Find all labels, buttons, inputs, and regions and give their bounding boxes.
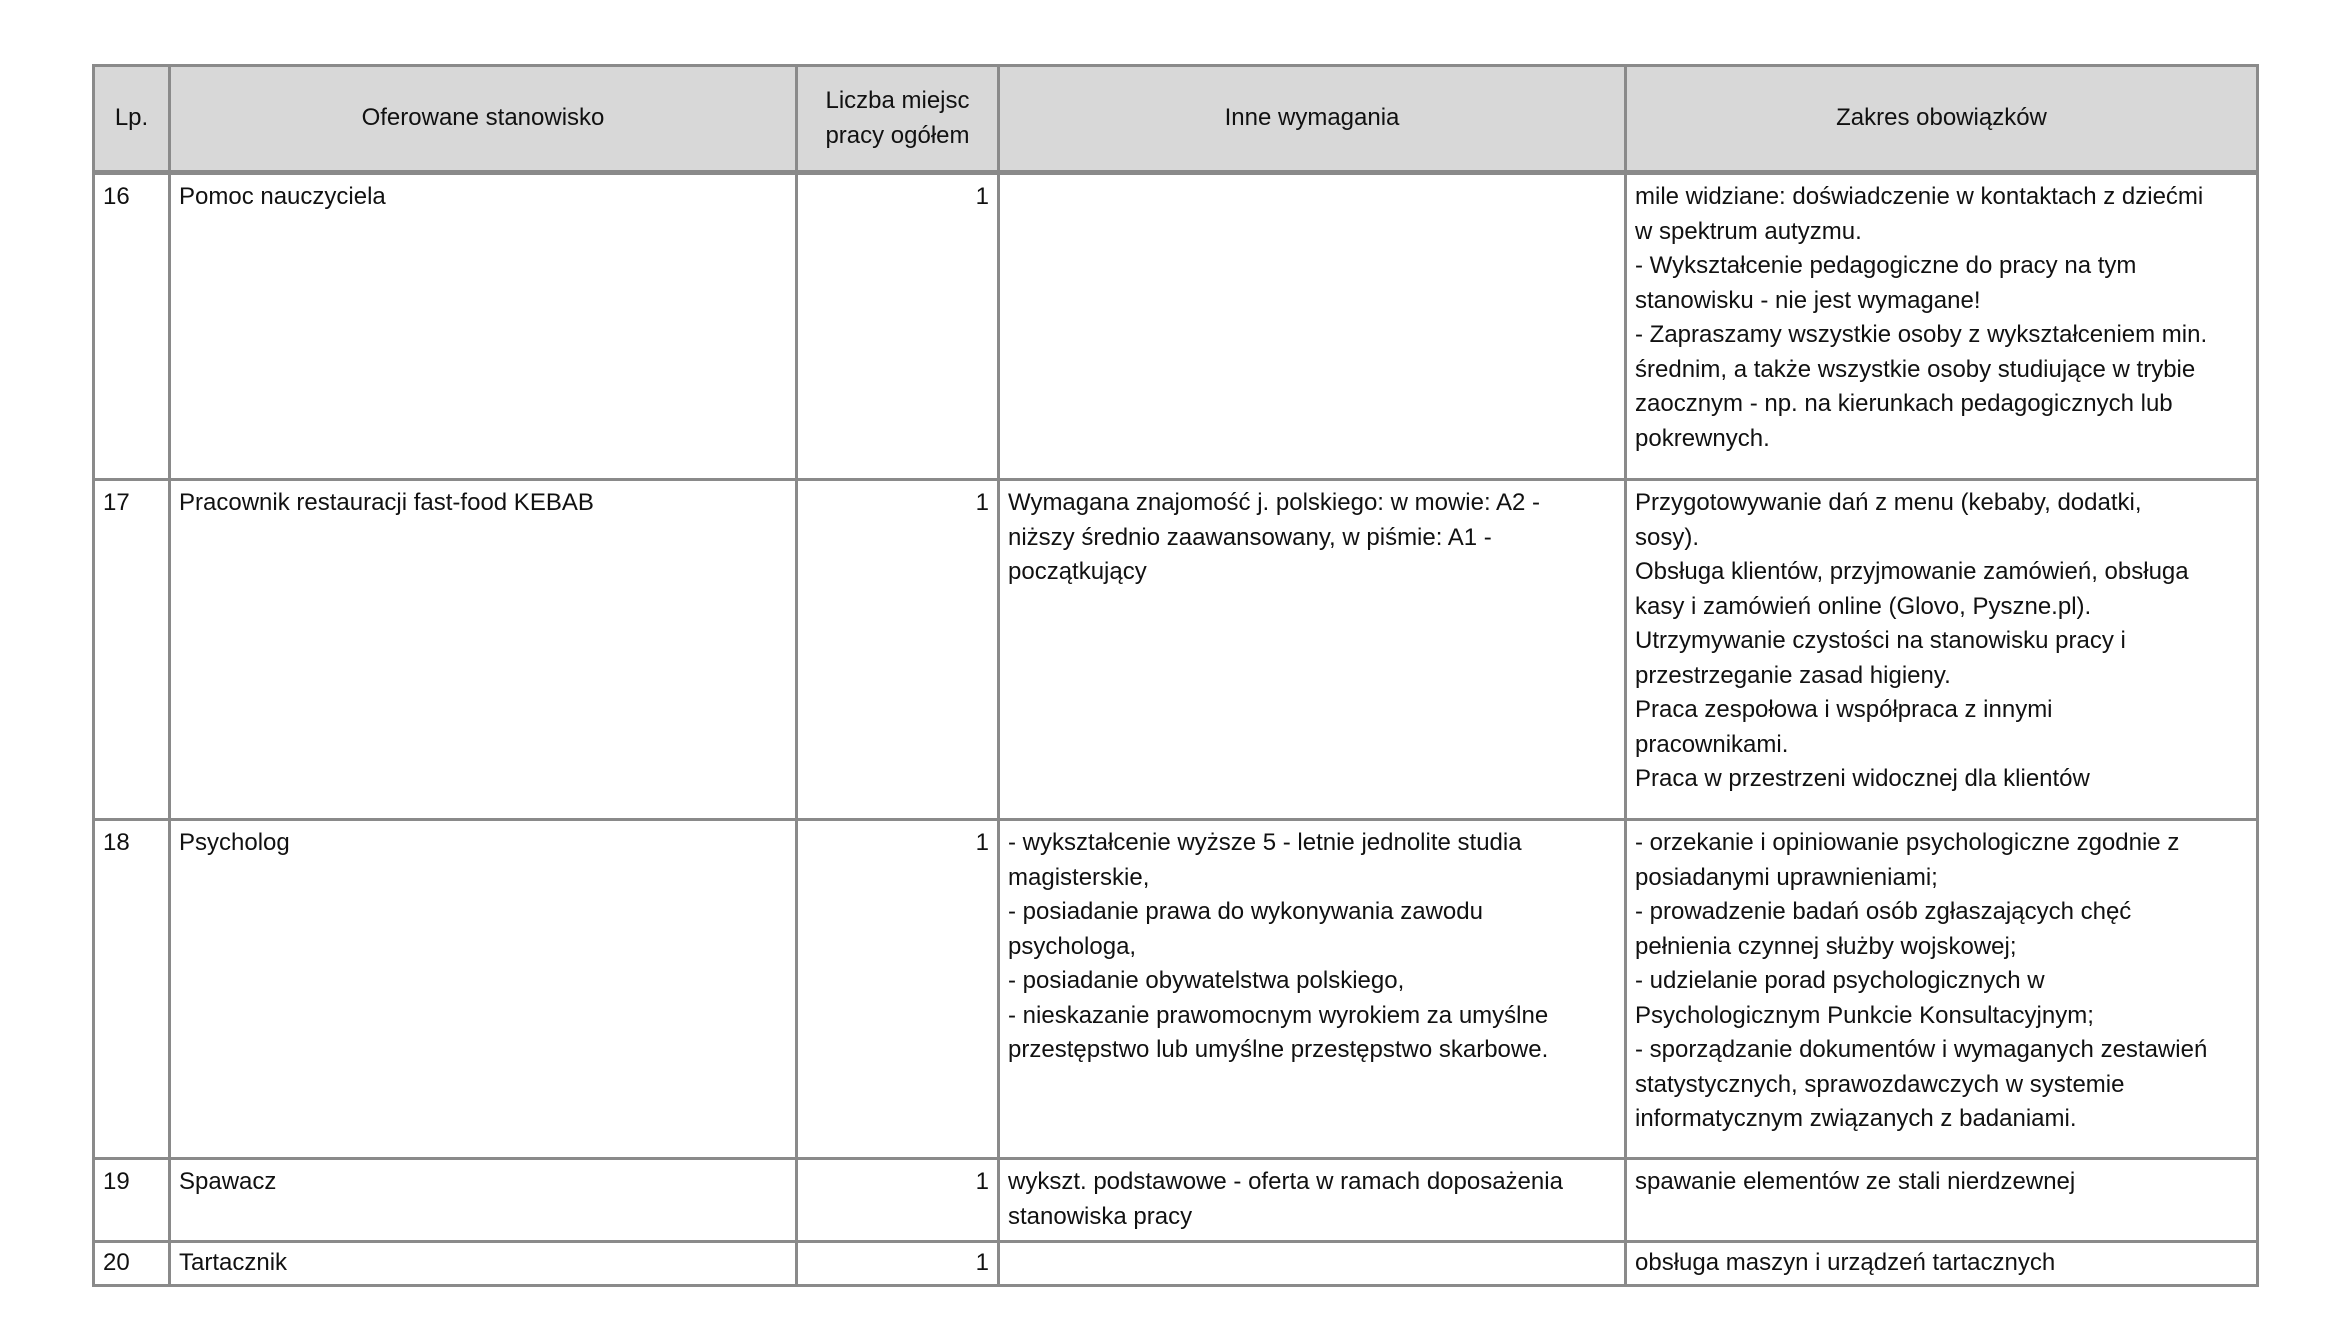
cell-duties: mile widziane: doświadczenie w kontaktach z dziećmi w spektrum autyzmu. - Wykształcenie pedagogiczne do pracy na tym stanowisku - nie jest wymagane! - Zapraszamy wszystkie osoby z wykształceniem min. średnim, a także wszystkie osoby studiujące w trybie zaocznym - np. na kierunkach pedagogicznych lub pokrewnych. [1626, 173, 2258, 480]
cell-requirements: wykszt. podstawowe - oferta w ramach doposażenia stanowiska pracy [999, 1159, 1626, 1242]
cell-lp: 17 [94, 480, 170, 820]
cell-count: 1 [797, 173, 999, 480]
cell-position: Tartacznik [170, 1242, 797, 1286]
cell-count: 1 [797, 1242, 999, 1286]
cell-count: 1 [797, 1159, 999, 1242]
cell-position: Spawacz [170, 1159, 797, 1242]
cell-requirements: - wykształcenie wyższe 5 - letnie jednolite studia magisterskie, - posiadanie prawa do wykonywania zawodu psychologa, - posiadanie obywatelstwa polskiego, - nieskazanie prawomocnym wyrokiem za umyślne przestępstwo lub umyślne przestępstwo skarbowe. [999, 820, 1626, 1159]
table-row [94, 1159, 2258, 1242]
cell-lp: 20 [94, 1242, 170, 1286]
cell-lp: 18 [94, 820, 170, 1159]
cell-lp: 16 [94, 173, 170, 480]
table-row [94, 820, 2258, 1159]
cell-requirements [999, 173, 1626, 480]
table-row [94, 1242, 2258, 1286]
table-header-row [94, 66, 2258, 173]
cell-position: Psycholog [170, 820, 797, 1159]
cell-duties: Przygotowywanie dań z menu (kebaby, dodatki, sosy). Obsługa klientów, przyjmowanie zamówień, obsługa kasy i zamówień online (Glovo, Pyszne.pl). Utrzymywanie czystości na stanowisku pracy i przestrzeganie zasad higieny. Praca zespołowa i współpraca z innymi pracownikami. Praca w przestrzeni widocznej dla klientów [1626, 480, 2258, 820]
job-offers-table [92, 64, 2259, 1287]
table-row [94, 173, 2258, 480]
cell-position: Pomoc nauczyciela [170, 173, 797, 480]
cell-count: 1 [797, 820, 999, 1159]
cell-count: 1 [797, 480, 999, 820]
header-duties: Zakres obowiązków [1626, 66, 2258, 173]
cell-lp: 19 [94, 1159, 170, 1242]
cell-duties: obsługa maszyn i urządzeń tartacznych [1626, 1242, 2258, 1286]
header-requirements: Inne wymagania [999, 66, 1626, 173]
cell-duties: - orzekanie i opiniowanie psychologiczne zgodnie z posiadanymi uprawnieniami; - prowadzenie badań osób zgłaszających chęć pełnienia czynnej służby wojskowej; - udzielanie porad psychologicznych w Psychologicznym Punkcie Konsultacyjnym; - sporządzanie dokumentów i wymaganych zestawień statystycznych, sprawozdawczych w systemie informatycznym związanych z badaniami. [1626, 820, 2258, 1159]
cell-position: Pracownik restauracji fast-food KEBAB [170, 480, 797, 820]
cell-requirements [999, 1242, 1626, 1286]
header-lp: Lp. [94, 66, 170, 173]
cell-requirements: Wymagana znajomość j. polskiego: w mowie: A2 - niższy średnio zaawansowany, w piśmie: A1 - początkujący [999, 480, 1626, 820]
header-count: Liczba miejsc pracy ogółem [797, 66, 999, 173]
table-row [94, 480, 2258, 820]
cell-duties: spawanie elementów ze stali nierdzewnej [1626, 1159, 2258, 1242]
header-position: Oferowane stanowisko [170, 66, 797, 173]
